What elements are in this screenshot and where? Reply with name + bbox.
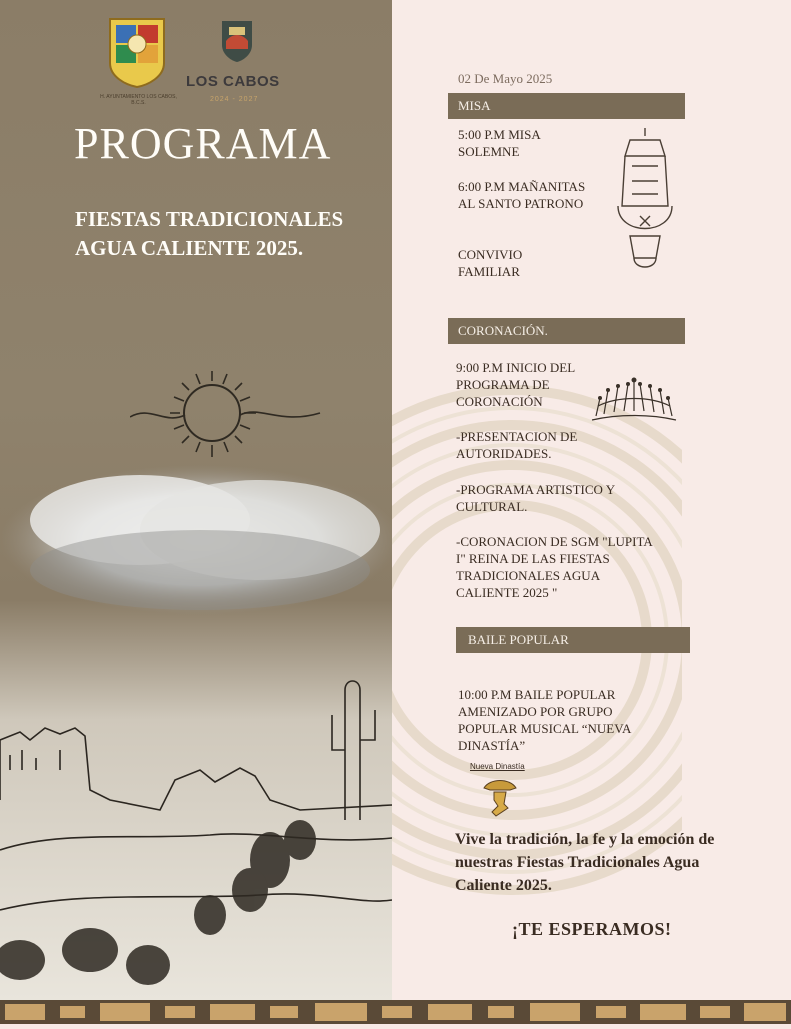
misa-item-2: 6:00 P.M MAÑANITAS AL SANTO PATRONO (458, 179, 586, 211)
misa-item-1: 5:00 P.M MISA SOLEMNE (458, 127, 540, 159)
desert-illustration (0, 670, 392, 1000)
coronacion-item-3: -PROGRAMA ARTISTICO Y CULTURAL. (456, 482, 615, 514)
government-years: 2024 - 2027 (210, 96, 259, 103)
event-subtitle: FIESTAS TRADICIONALES AGUA CALIENTE 2025. (75, 207, 344, 260)
coronacion-item-2: -PRESENTACION DE AUTORIDADES. (456, 429, 578, 461)
coronacion-item-1: 9:00 P.M INICIO DEL PROGRAMA DE CORONACIÓN (456, 360, 575, 409)
misa-item-3: CONVIVIO FAMILIAR (458, 247, 523, 279)
decorative-border (0, 1000, 791, 1024)
los-cabos-shield-logo (220, 19, 254, 63)
municipality-shield-logo (108, 17, 166, 89)
section-heading-misa: MISA (448, 93, 685, 119)
government-name: LOS CABOS (186, 73, 280, 90)
border-pattern (0, 1000, 791, 1024)
closing-message: Vive la tradición, la fe y la emoción de nuestras Fiestas Tradicionales Agua Caliente 2025. (455, 831, 715, 894)
call-to-action: ¡TE ESPERAMOS! (512, 919, 672, 939)
page-title: PROGRAMA (74, 119, 332, 168)
band-logo-text: Nueva Dinastía (470, 762, 525, 771)
band-logo-icon (480, 776, 520, 818)
coronacion-item-4: -CORONACION DE SGM "LUPITA I" REINA DE LAS FIESTAS TRADICIONALES AGUA CALIENTE 2025 " (456, 534, 653, 600)
censer-illustration (610, 126, 680, 276)
left-panel (0, 0, 392, 1000)
section-heading-coronacion: CORONACIÓN. (448, 318, 685, 344)
event-date: 02 De Mayo 2025 (458, 71, 553, 86)
cloud-illustration (0, 440, 392, 650)
tiara-illustration (588, 376, 680, 426)
municipality-caption: H. AYUNTAMIENTO LOS CABOS, B.C.S. (100, 94, 177, 106)
section-heading-baile: BAILE POPULAR (456, 627, 690, 653)
baile-item-1: 10:00 P.M BAILE POPULAR AMENIZADO POR GRUPO POPULAR MUSICAL “NUEVA DINASTÍA” (458, 687, 631, 753)
